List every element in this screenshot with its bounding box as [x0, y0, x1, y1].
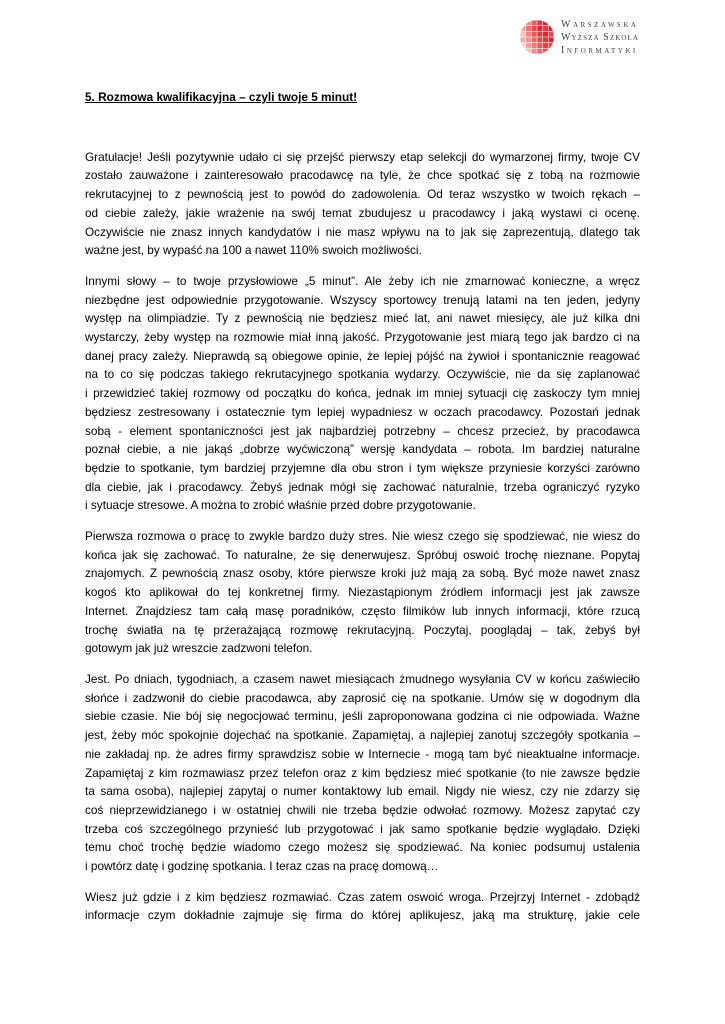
paragraph-5	[85, 888, 640, 925]
text-line: temu choć trochę będzie wiadomo czego możesz się spodziewać. Na koniec podsumuj ustalenia	[85, 840, 640, 855]
text-line: niezbędne jest odpowiednie przygotowanie. Wszyscy sportowcy trenują latami na ten jeden, jedyny	[85, 292, 640, 307]
text-line: coś nieprzewidzianego i w ostatniej chwili nie trzeba będzie odwołać rozmowy. Możesz zapytać czy	[85, 802, 640, 817]
text-line: ta sama osoba), najlepiej zapytaj o numer kontaktowy lub email. Nigdy nie wiesz, czy nie zdarzy się	[85, 784, 640, 799]
text-line: Oczywiście nie znasz innych kandydatów i nie masz wpływu na to jak się zaprezentują, dlatego tak	[85, 224, 640, 239]
text-line: trzeba coś szczególnego przynieść lub przygotować i jak samo spotkanie będzie wyglądało. Dzięki	[85, 821, 640, 836]
text-line: Zapamiętaj z kim rozmawiasz przez telefon oraz z kim będziesz mieć spotkanie (to nie zawsze będzie	[85, 765, 640, 780]
text-line: dla ciebie, jak i pracodawcy. Żebyś jednak mógł się zachować naturalnie, trzeba ograniczyć ryzyko	[85, 479, 640, 494]
text-line: i powtórz datę i godzinę spotkania. I teraz czas na pracę domową…	[85, 859, 439, 874]
logo-line: Wyższa Szkoła	[561, 32, 640, 43]
text-line: i przewidzieć takiej rozmowy od początku do końca, jednak im mniej sytuacji cię zaskoczy tym mniej	[85, 386, 640, 401]
text-line: Wiesz już gdzie i z kim będziesz rozmawiać. Czas zatem oswoić wroga. Przejrzyj Internet - zdobądź	[85, 889, 640, 904]
text-line: sobą - element spontaniczności jest jak najbardziej potrzebny – chcesz przecież, by pracodawca	[85, 423, 640, 438]
text-line: i sytuacje stresowe. A można to zrobić właśnie przed dobre przygotowanie.	[85, 498, 476, 513]
text-line: słońce i zadzwonił do ciebie pracodawca, aby zaprosić cię na spotkanie. Umów się w dogodnym dla	[85, 690, 640, 705]
text-line: gotowym jak już wreszcie zadzwoni telefon.	[85, 641, 313, 656]
logo-line: Informatyki	[561, 45, 638, 56]
text-line: na to co się podczas takiego rekrutacyjnego spotkania wydarzy. Oczywiście, nie da się zaplanować	[85, 367, 640, 382]
text-line: kogoś kto aplikował do tej konkretnej firmy. Niezastąpionym źródłem informacji jest jak zawsze	[85, 585, 640, 600]
text-line: od ciebie zależy, jakie wrażenie na swój temat zbudujesz u pracodawcy i jaką wystawi ci ocenę.	[85, 205, 640, 220]
paragraph-3	[85, 527, 640, 658]
text-line: znajomych. Z pewnością znasz osoby, które pierwsze kroki już mają za sobą. Być może nawet znasz	[85, 566, 640, 581]
text-line: wystarczy, żeby występ na rozmowie miał inną jakość. Przygotowanie jest miarą tego jak bardzo ci na	[85, 330, 640, 345]
logo-wordmark	[561, 18, 639, 57]
text-line: Internet. Znajdziesz tam całą masę poradników, często filmików lub innych informacji, które rzucą	[85, 603, 640, 618]
text-line: zostało zauważone i zainteresowało pracodawcę na tyle, że chce spotkać się z tobą na rozmowie	[85, 168, 640, 183]
text-line: Innymi słowy – to twoje przysłowiowe „5 minut”. Ale żeby ich nie zmarnować konieczne, a wręcz	[85, 273, 640, 288]
text-line: Jest. Po dniach, tygodniach, a czasem nawet miesiącach żmudnego wysyłania CV w końcu zaświeciło	[85, 671, 640, 686]
text-line: rekrutacyjnej to z pewnością jest to powód do zadowolenia. Od teraz wszystko w twoich rękach –	[85, 187, 640, 202]
text-line: poznał ciebie, a nie jakąś „dobrze wyćwiczoną” wersję kandydata – robota. Im bardziej naturalne	[85, 442, 640, 457]
document-body	[85, 88, 640, 925]
paragraph-1	[85, 148, 640, 260]
paragraph-2	[85, 272, 640, 515]
text-line: ważne jest, by wypaść na 100 a nawet 110% swoich możliwości.	[85, 243, 422, 258]
text-line: siebie czasie. Nie bój się negocjować terminu, jeśli zaproponowana godzina ci nie odpowiada. Ważne	[85, 709, 640, 724]
section-heading: 5. Rozmowa kwalifikacyjna – czyli twoje 5 minut!	[85, 90, 358, 104]
logo-line: Warszawska	[561, 19, 639, 30]
text-line: Pierwsza rozmowa o pracę to zwykle bardzo duży stres. Nie wiesz czego się spodziewać, nie wiesz do	[85, 529, 640, 544]
text-line: występ na olimpiadzie. Ty z pewnością nie będziesz mieć lat, ani nawet miesięcy, ale już kilka dni	[85, 311, 640, 326]
text-line: będzie to spotkanie, tym bardziej przyjemne dla obu stron i tym większe przyniesie korzyści zarówno	[85, 460, 640, 475]
text-line: będziesz zestresowany i ostatecznie tym lepiej wypadniesz w oczach pracodawcy. Pozostań jednak	[85, 404, 640, 419]
text-line: jest, żeby móc spokojnie dojechać na spotkanie. Zapamiętaj, a najlepiej zanotuj szczegóły spotkania –	[85, 728, 640, 743]
university-logo	[520, 18, 645, 58]
text-line: Gratulacje! Jeśli pozytywnie udało ci się przejść pierwszy etap selekcji do wymarzonej firmy, twoje CV	[85, 149, 640, 164]
text-line: informacje czym dokładnie zajmuje się firma do której aplikujesz, jaką ma strukturę, jakie cele	[85, 908, 640, 923]
logo-emblem-icon	[520, 20, 554, 54]
text-line: końca jak się zachować. To naturalne, że się denerwujesz. Spróbuj oswoić trochę nieznane. Popytaj	[85, 547, 640, 562]
text-line: nie zakładaj np. że adres firmy sprawdzisz sobie w Internecie - mogą tam być nieaktualne informacje.	[85, 746, 640, 761]
paragraph-4	[85, 670, 640, 876]
text-line: danej pracy zależy. Nieprawdą są obiegowe opinie, że lepiej pójść na żywioł i spontanicznie reagować	[85, 348, 640, 363]
text-line: trochę światła na tę przerażającą rozmowę rekrutacyjną. Poczytaj, pooglądaj – tak, żebyś był	[85, 622, 640, 637]
